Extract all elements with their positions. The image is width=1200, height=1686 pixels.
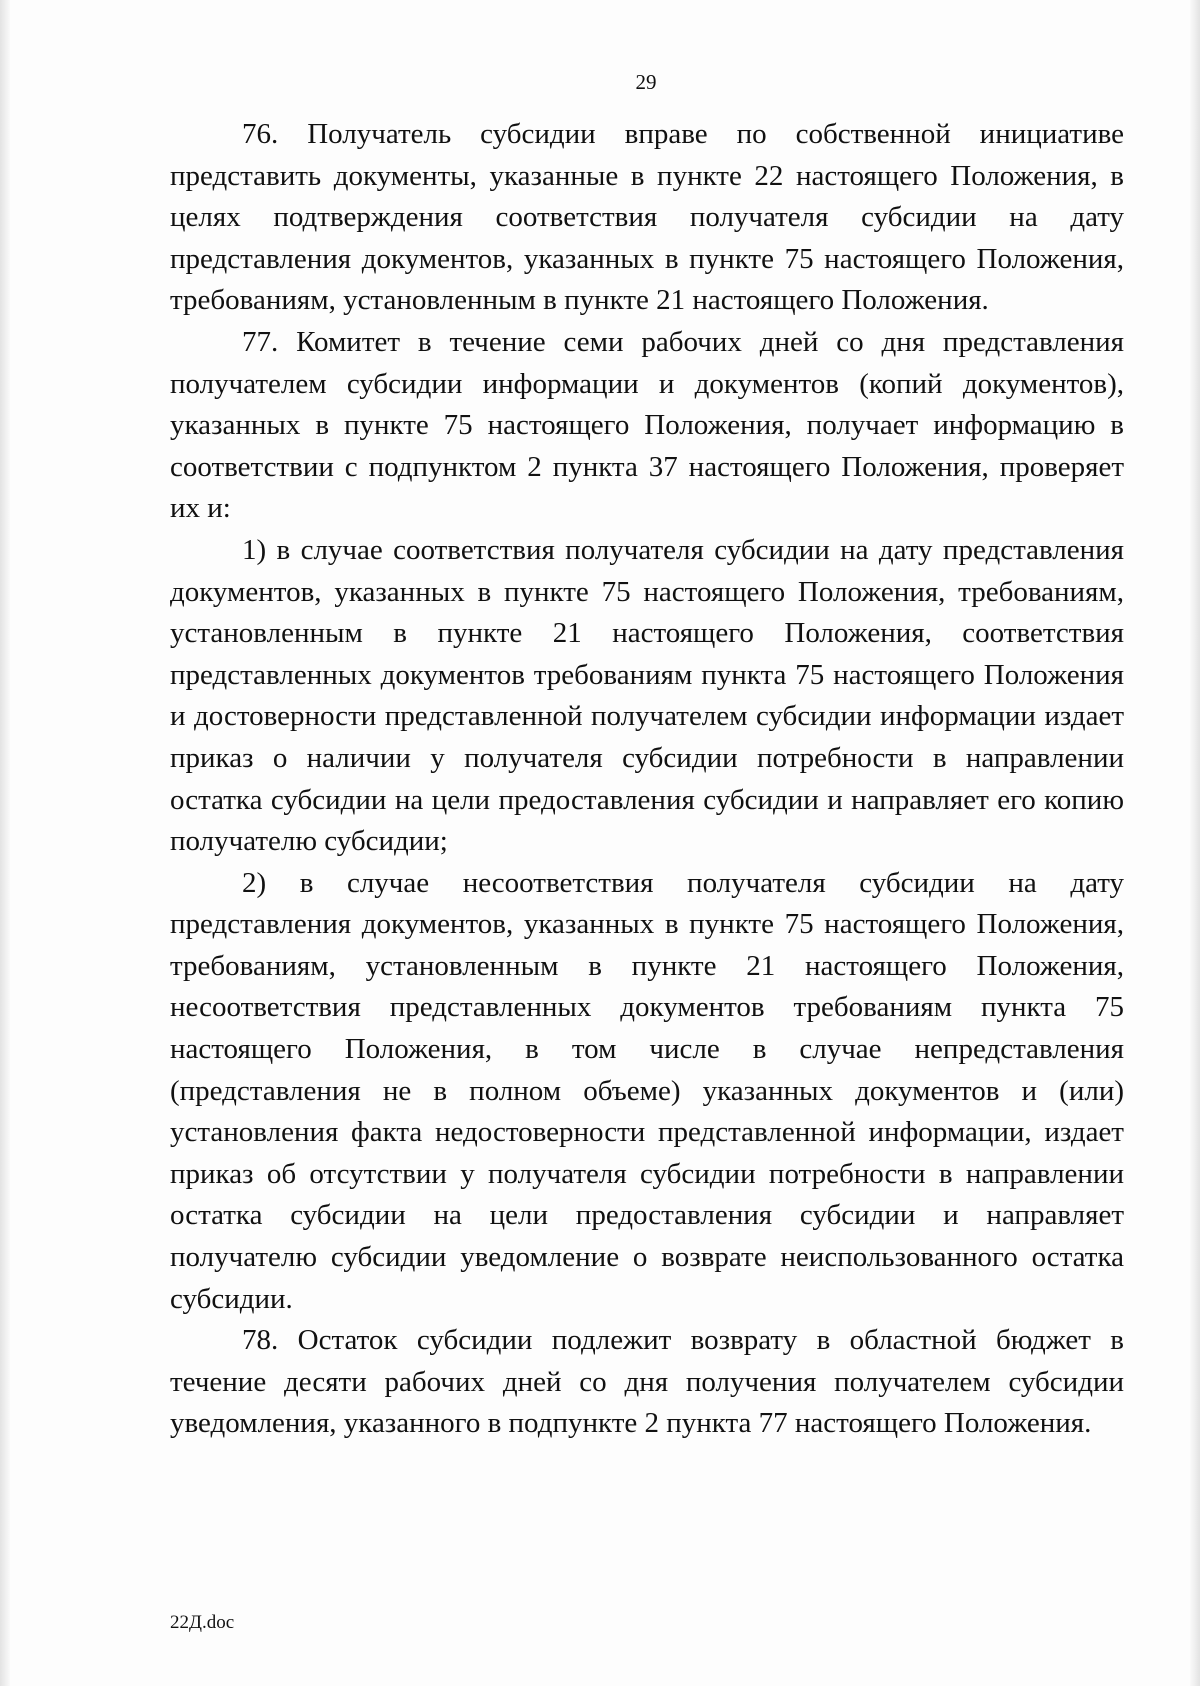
paragraph-77-subitem-2: 2) в случае несоответствия получателя субсидии на дату представления документов, указанных в пункте 75 настоящего Положения, требованиям, установленным в пункте 21 настоящего Положения, несоответствия представленных документов требованиям пункта 75 настоящего Положения, в том числе в случае непредставления (представления не в полном объеме) указанных документов и (или) установления факта недостоверности представленной информации, издает приказ об отсутствии у получателя субсидии потребности в направлении остатка субсидии на цели предоставления субсидии и направляет получателю субсидии уведомление о возврате неиспользованного остатка субсидии.: [170, 866, 1124, 1315]
paragraph-78: 78. Остаток субсидии подлежит возврату в областной бюджет в течение десяти рабочих дней со дня получения получателем субсидии уведомления, указанного в подпункте 2 пункта 77 настоящего Положения.: [170, 1324, 1124, 1440]
scan-edge-right: [1190, 0, 1200, 1686]
paragraph-77-subitem-1: 1) в случае соответствия получателя субсидии на дату представления документов, указанных в пункте 75 настоящего Положения, требованиям, установленным в пункте 21 настоящего Положения, соответствия представленных документов требованиям пункта 75 настоящего Положения и достоверности представленной получателем субсидии информации издает приказ о наличии у получателя субсидии потребности в направлении остатка субсидии на цели предоставления субсидии и направляет его копию получателю субсидии;: [170, 533, 1124, 858]
footer-filename: 22Д.doc: [170, 1612, 235, 1633]
document-body: [170, 114, 1124, 1445]
scan-edge-left: [0, 0, 10, 1686]
page-number: 29: [635, 70, 657, 94]
paragraph-76: 76. Получатель субсидии вправе по собственной инициативе представить документы, указанные в пункте 22 настоящего Положения, в целях подтверждения соответствия получателя субсидии на дату представления документов, указанных в пункте 75 настоящего Положения, требованиям, установленным в пункте 21 настоящего Положения.: [170, 118, 1124, 317]
paragraph-77: 77. Комитет в течение семи рабочих дней со дня представления получателем субсидии информации и документов (копий документов), указанных в пункте 75 настоящего Положения, получает информацию в соответствии с подпунктом 2 пункта 37 настоящего Положения, проверяет их и:: [170, 325, 1124, 525]
